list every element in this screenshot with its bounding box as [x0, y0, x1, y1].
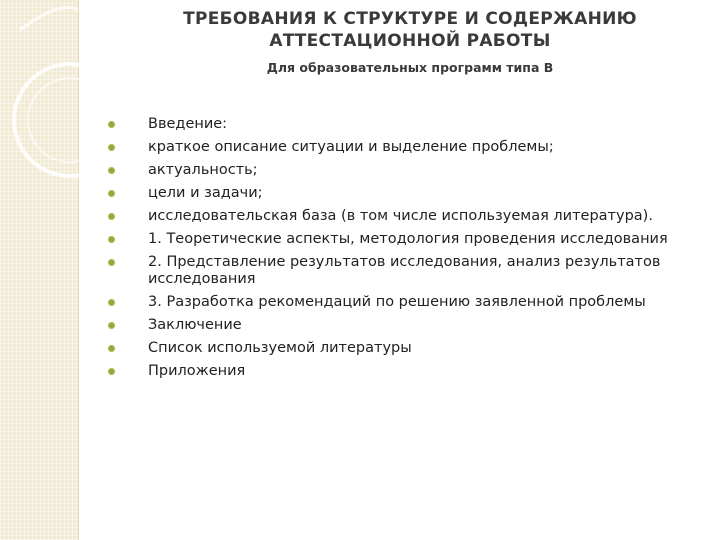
- list-item-introduction: [108, 116, 668, 133]
- list-item-relevance: [108, 162, 668, 179]
- bullet-icon: [108, 299, 115, 306]
- list-item-text: 2. Представление результатов исследования, анализ результатов исследования: [148, 254, 661, 287]
- list-item-text: исследовательская база (в том числе используемая литература).: [148, 208, 653, 224]
- list-item-chapter-2: [108, 254, 668, 288]
- bullet-icon: [108, 144, 115, 151]
- list-item-references: [108, 340, 668, 357]
- page-title-line-2: АТТЕСТАЦИОННОЙ РАБОТЫ: [269, 31, 551, 51]
- list-item-text: 3. Разработка рекомендаций по решению заявленной проблемы: [148, 294, 646, 310]
- list-item-text: Заключение: [148, 317, 242, 333]
- bullet-icon: [108, 259, 115, 266]
- bullet-icon: [108, 368, 115, 375]
- list-item-text: Список используемой литературы: [148, 340, 412, 356]
- list-item-chapter-1: [108, 231, 668, 248]
- bullet-icon: [108, 213, 115, 220]
- title-block: [120, 8, 700, 75]
- list-item-conclusion: [108, 317, 668, 334]
- list-item-text: актуальность;: [148, 162, 258, 178]
- list-item-appendices: [108, 363, 668, 380]
- page-subtitle: Для образовательных программ типа В: [266, 60, 554, 75]
- bullet-icon: [108, 345, 115, 352]
- decorative-swirl-icon: [0, 0, 80, 260]
- list-item-text: Введение:: [148, 116, 228, 132]
- list-item-goals: [108, 185, 668, 202]
- list-item-problem: [108, 139, 668, 156]
- list-item-research-base: [108, 208, 668, 225]
- page-title-line-1: ТРЕБОВАНИЯ К СТРУКТУРЕ И СОДЕРЖАНИЮ: [183, 9, 637, 29]
- list-item-text: краткое описание ситуации и выделение проблемы;: [148, 139, 554, 155]
- bullet-icon: [108, 236, 115, 243]
- list-item-text: Приложения: [148, 363, 246, 379]
- bullet-icon: [108, 190, 115, 197]
- list-item-text: 1. Теоретические аспекты, методология проведения исследования: [148, 231, 668, 247]
- bullet-icon: [108, 322, 115, 329]
- structure-list: [108, 116, 668, 386]
- bullet-icon: [108, 167, 115, 174]
- bullet-icon: [108, 121, 115, 128]
- list-item-text: цели и задачи;: [148, 185, 263, 201]
- list-item-chapter-3: [108, 294, 668, 311]
